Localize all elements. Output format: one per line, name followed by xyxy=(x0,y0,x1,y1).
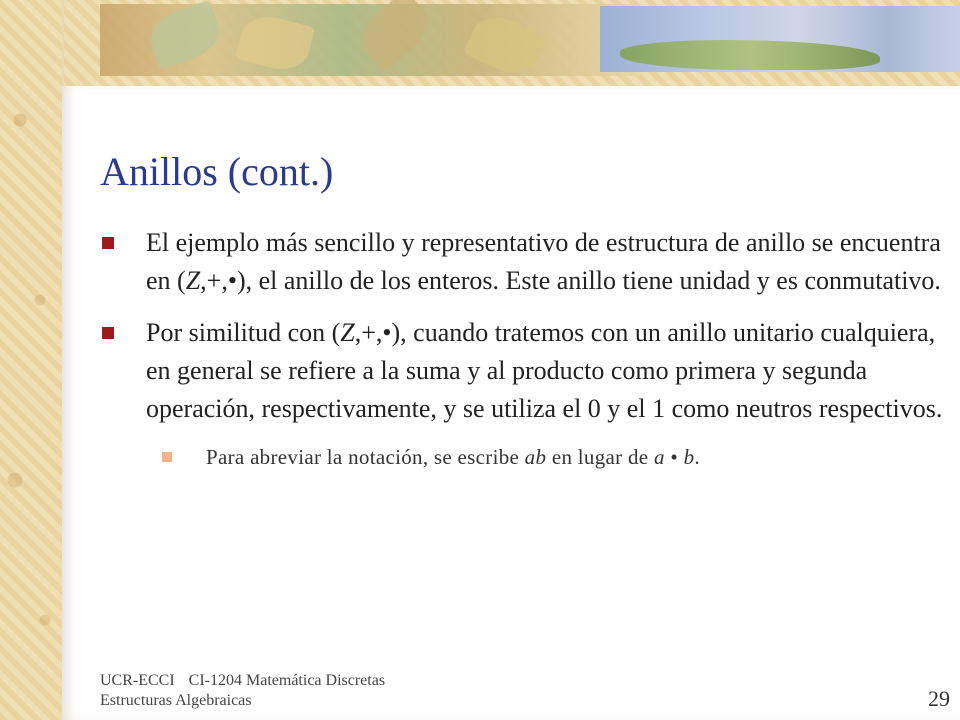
bullet-list xyxy=(100,224,950,472)
bullet-square-icon xyxy=(102,237,114,249)
sub-bullet-item xyxy=(100,442,950,472)
parchment-strip xyxy=(0,0,64,720)
footer-org: UCR-ECCI xyxy=(100,672,175,689)
sub-bullet-square-icon xyxy=(162,452,172,462)
decorative-banner xyxy=(0,0,960,86)
bullet-item xyxy=(100,224,950,300)
slide-footer xyxy=(100,671,385,711)
page-number: 29 xyxy=(928,686,950,711)
bullet-text: Por similitud con (Z,+,•), cuando tratemos con un anillo unitario cualquiera, en general se refiere a la suma y al producto como primera y segunda operación, respectivamente, y se utiliza el 0 y el 1 como neutros respectivos. xyxy=(146,318,943,423)
bullet-square-icon xyxy=(102,327,114,339)
bullet-item xyxy=(100,314,950,428)
bullet-text: El ejemplo más sencillo y representativo de estructura de anillo se encuentra en (Z,+,•), el anillo de los enteros. Este anillo tiene unidad y es conmutativo. xyxy=(146,228,941,295)
footer-topic: Estructuras Algebraicas xyxy=(100,692,252,709)
sub-bullet-text: Para abreviar la notación, se escribe ab en lugar de a • b. xyxy=(206,445,700,469)
slide-title: Anillos (cont.) xyxy=(100,149,334,194)
footer-course: CI-1204 Matemática Discretas xyxy=(188,672,386,689)
